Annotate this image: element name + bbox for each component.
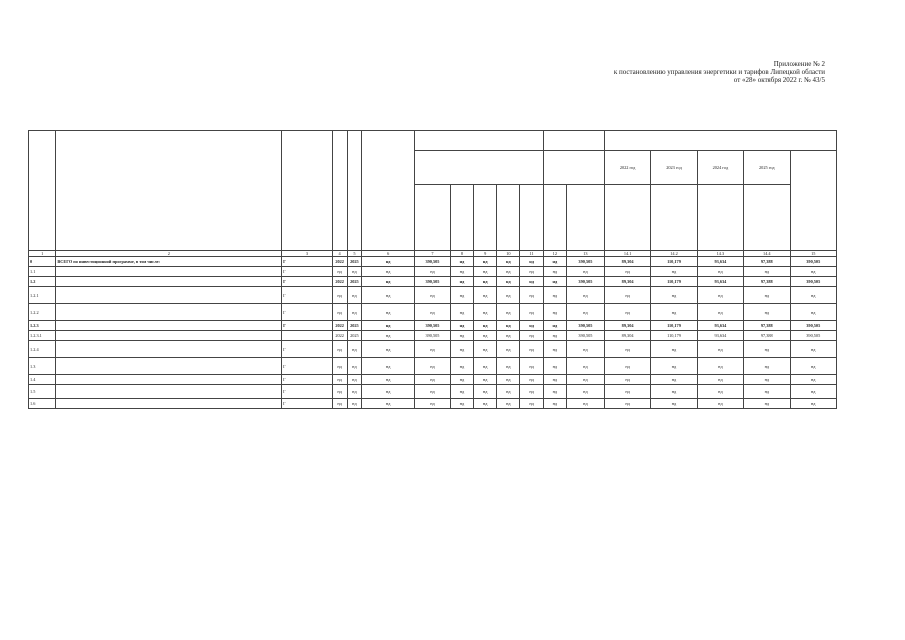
row-plan-2024: нд [697, 399, 743, 409]
column-number: 12 [543, 251, 566, 257]
header-forecast [543, 185, 566, 251]
row-pir: нд [450, 385, 473, 399]
row-other: нд [520, 321, 543, 331]
row-other: нд [520, 385, 543, 399]
row-plan-2025: нд [744, 341, 790, 358]
row-year-end: 2025 [347, 277, 362, 287]
row-total-all: 390,505 [790, 257, 836, 267]
row-plan-2025: нд [744, 375, 790, 385]
row-forecast: нд [543, 331, 566, 341]
row-plan-2023: нд [651, 267, 697, 277]
row-name [56, 321, 282, 331]
row-forecast: нд [543, 321, 566, 331]
row-full-cost: нд [362, 385, 415, 399]
row-pir: нд [450, 358, 473, 375]
row-smr: нд [474, 267, 497, 277]
row-plan-2023: нд [651, 341, 697, 358]
row-smr: нд [474, 277, 497, 287]
table-row [29, 375, 837, 385]
row-plan-2025: 97,388 [744, 331, 790, 341]
row-identifier: Г [282, 399, 333, 409]
row-name: ВСЕГО по инвестиционной программе, в том числе: [56, 257, 282, 267]
row-year-end: нд [347, 399, 362, 409]
row-plan-2024: 93,634 [697, 331, 743, 341]
row-plan-2024: 93,634 [697, 257, 743, 267]
row-identifier: Г [282, 304, 333, 321]
row-pir: нд [450, 331, 473, 341]
row-total: нд [415, 304, 451, 321]
row-other: нд [520, 277, 543, 287]
table-row [29, 341, 837, 358]
row-plan-2023: нд [651, 287, 697, 304]
row-name [56, 267, 282, 277]
row-plan-2024: нд [697, 358, 743, 375]
row-plan-2024: 93,634 [697, 321, 743, 331]
row-year-end: 2025 [347, 257, 362, 267]
column-number: 5 [347, 251, 362, 257]
row-pir: нд [450, 267, 473, 277]
row-total: 390,505 [415, 257, 451, 267]
row-full-cost: нд [362, 257, 415, 267]
row-pir: нд [450, 257, 473, 267]
header-total-all [790, 151, 836, 251]
row-plan-2024: нд [697, 267, 743, 277]
row-identifier: Г [282, 267, 333, 277]
row-equipment: нд [497, 341, 520, 358]
row-plan-2025: 97,388 [744, 257, 790, 267]
row-plan-2022: 89,304 [604, 257, 650, 267]
row-number: 1.2.1 [29, 287, 56, 304]
row-plan-2025: нд [744, 399, 790, 409]
row-smr: нд [474, 321, 497, 331]
table-row [29, 277, 837, 287]
row-pir: нд [450, 304, 473, 321]
table-row [29, 304, 837, 321]
row-plan-2023: нд [651, 358, 697, 375]
row-equipment: нд [497, 287, 520, 304]
row-year-end: нд [347, 267, 362, 277]
row-year-start: нд [332, 304, 347, 321]
row-year-end: нд [347, 304, 362, 321]
row-plan-2023: нд [651, 375, 697, 385]
row-number: 1.3 [29, 358, 56, 375]
row-other: нд [520, 375, 543, 385]
header-equipment [497, 185, 520, 251]
row-pir: нд [450, 375, 473, 385]
row-equipment: нд [497, 331, 520, 341]
row-identifier: Г [282, 257, 333, 267]
column-number: 14.3 [697, 251, 743, 257]
date-line: от «28» октября 2022 г. № 43/5 [733, 76, 825, 84]
row-identifier: Г [282, 358, 333, 375]
row-plan-2024: нд [697, 287, 743, 304]
row-total: нд [415, 267, 451, 277]
row-actual: нд [566, 375, 604, 385]
row-full-cost: нд [362, 399, 415, 409]
resolution-line: к постановлению управления энергетики и тарифов Липецкой области [613, 68, 825, 76]
row-total: нд [415, 358, 451, 375]
row-year-start: нд [332, 358, 347, 375]
header-other [520, 185, 543, 251]
row-plan-2022: нд [604, 287, 650, 304]
row-plan-2022: нд [604, 304, 650, 321]
column-number: 3 [282, 251, 333, 257]
row-equipment: нд [497, 399, 520, 409]
row-plan-2022: нд [604, 399, 650, 409]
row-number: 0 [29, 257, 56, 267]
row-year-start: нд [332, 375, 347, 385]
header-plan-estimated [415, 151, 544, 185]
row-other: нд [520, 358, 543, 375]
approval-header [614, 60, 825, 84]
row-equipment: нд [497, 304, 520, 321]
row-full-cost: нд [362, 267, 415, 277]
row-total-all: нд [790, 267, 836, 277]
row-plan-2022: нд [604, 375, 650, 385]
row-name [56, 277, 282, 287]
row-number: 1.2.3 [29, 321, 56, 331]
header-year-2024: 2024 год [697, 151, 743, 185]
row-total: нд [415, 287, 451, 304]
appendix-line: Приложение № 2 [773, 60, 825, 68]
row-equipment: нд [497, 358, 520, 375]
row-equipment: нд [497, 257, 520, 267]
column-number: 8 [450, 251, 473, 257]
row-plan-2023: нд [651, 304, 697, 321]
row-smr: нд [474, 358, 497, 375]
row-year-end: нд [347, 287, 362, 304]
row-plan-2024: 93,634 [697, 277, 743, 287]
row-forecast: нд [543, 257, 566, 267]
header-year-2022: 2022 год [604, 151, 650, 185]
row-total: нд [415, 399, 451, 409]
table-row [29, 321, 837, 331]
row-forecast: нд [543, 277, 566, 287]
row-plan-2025: нд [744, 304, 790, 321]
table-row [29, 257, 837, 267]
row-year-start: 2022 [332, 331, 347, 341]
row-other: нд [520, 399, 543, 409]
row-full-cost: нд [362, 321, 415, 331]
row-equipment: нд [497, 385, 520, 399]
row-year-start: нд [332, 385, 347, 399]
row-other: нд [520, 257, 543, 267]
row-year-start: нд [332, 399, 347, 409]
row-plan-2022: нд [604, 267, 650, 277]
row-plan-2023: нд [651, 399, 697, 409]
row-year-start: нд [332, 267, 347, 277]
row-actual: нд [566, 358, 604, 375]
row-identifier: Г [282, 321, 333, 331]
row-identifier: Г [282, 341, 333, 358]
table-row [29, 399, 837, 409]
row-name [56, 385, 282, 399]
header-year-end [347, 131, 362, 251]
column-number: 15 [790, 251, 836, 257]
row-year-start: нд [332, 287, 347, 304]
row-actual: нд [566, 341, 604, 358]
row-smr: нд [474, 399, 497, 409]
row-name [56, 341, 282, 358]
column-number: 4 [332, 251, 347, 257]
column-number: 11 [520, 251, 543, 257]
row-plan-2022: 89,304 [604, 331, 650, 341]
column-number: 7 [415, 251, 451, 257]
row-pir: нд [450, 399, 473, 409]
row-other: нд [520, 341, 543, 358]
row-year-start: нд [332, 341, 347, 358]
row-forecast: нд [543, 287, 566, 304]
row-plan-2025: нд [744, 385, 790, 399]
row-other: нд [520, 287, 543, 304]
row-number: 1.2.4 [29, 341, 56, 358]
row-year-end: 2025 [347, 331, 362, 341]
row-total-all: нд [790, 287, 836, 304]
document-titles [0, 92, 905, 96]
row-plan-2023: нд [651, 385, 697, 399]
header-pir [450, 185, 473, 251]
header-project-name [56, 131, 282, 251]
column-number: 13 [566, 251, 604, 257]
row-name [56, 399, 282, 409]
row-year-end: нд [347, 358, 362, 375]
row-number: 1.4 [29, 375, 56, 385]
header-plan-2025 [744, 185, 790, 251]
column-number: 1 [29, 251, 56, 257]
row-forecast: нд [543, 267, 566, 277]
row-year-end: 2025 [347, 321, 362, 331]
row-plan-2022: нд [604, 385, 650, 399]
row-forecast: нд [543, 399, 566, 409]
row-plan-2023: 110,179 [651, 331, 697, 341]
row-year-start: 2022 [332, 321, 347, 331]
row-pir: нд [450, 287, 473, 304]
row-forecast: нд [543, 358, 566, 375]
row-total-all: 390,505 [790, 331, 836, 341]
column-number: 14.1 [604, 251, 650, 257]
row-number: 1.1 [29, 267, 56, 277]
header-actual [566, 185, 604, 251]
table-row [29, 287, 837, 304]
row-pir: нд [450, 277, 473, 287]
row-smr: нд [474, 304, 497, 321]
row-identifier: Г [282, 385, 333, 399]
header-financing-plan [604, 131, 836, 151]
table-row [29, 358, 837, 375]
row-actual: нд [566, 399, 604, 409]
row-other: нд [520, 267, 543, 277]
row-year-end: нд [347, 341, 362, 358]
row-smr: нд [474, 287, 497, 304]
row-plan-2025: 97,388 [744, 321, 790, 331]
row-actual: 390,505 [566, 321, 604, 331]
table-row [29, 267, 837, 277]
row-plan-2024: нд [697, 304, 743, 321]
row-total-all: 390,505 [790, 277, 836, 287]
column-number: 14.2 [651, 251, 697, 257]
row-smr: нд [474, 341, 497, 358]
column-number: 2 [56, 251, 282, 257]
header-remaining-cost [543, 131, 604, 151]
row-name [56, 375, 282, 385]
row-plan-2024: нд [697, 385, 743, 399]
row-identifier: Г [282, 277, 333, 287]
header-year-2025: 2025 год [744, 151, 790, 185]
table-row [29, 331, 837, 341]
header-plan-2024 [697, 185, 743, 251]
row-forecast: нд [543, 304, 566, 321]
row-year-end: нд [347, 375, 362, 385]
table-row [29, 385, 837, 399]
column-number: 6 [362, 251, 415, 257]
row-plan-2023: 110,179 [651, 321, 697, 331]
row-actual: нд [566, 267, 604, 277]
row-plan-2025: 97,388 [744, 277, 790, 287]
row-total-all: нд [790, 375, 836, 385]
row-actual: нд [566, 385, 604, 399]
row-plan-2022: нд [604, 341, 650, 358]
row-forecast: нд [543, 341, 566, 358]
row-actual: 390,505 [566, 257, 604, 267]
row-plan-2024: нд [697, 375, 743, 385]
row-name [56, 358, 282, 375]
row-plan-2025: нд [744, 358, 790, 375]
row-total: 390,505 [415, 277, 451, 287]
row-forecast: нд [543, 375, 566, 385]
row-number: 1.2.2 [29, 304, 56, 321]
row-equipment: нд [497, 375, 520, 385]
row-total-all: нд [790, 358, 836, 375]
row-plan-2022: 89,304 [604, 277, 650, 287]
column-number: 10 [497, 251, 520, 257]
row-year-start: 2022 [332, 277, 347, 287]
row-full-cost: нд [362, 331, 415, 341]
row-identifier: Г [282, 287, 333, 304]
row-actual: 390,505 [566, 277, 604, 287]
row-full-cost: нд [362, 304, 415, 321]
row-plan-2024: нд [697, 341, 743, 358]
header-total [415, 185, 451, 251]
header-year-start [332, 131, 347, 251]
row-equipment: нд [497, 277, 520, 287]
header-estimated-cost [415, 131, 544, 151]
header-smr [474, 185, 497, 251]
row-total-all: нд [790, 341, 836, 358]
row-year-start: 2022 [332, 257, 347, 267]
row-equipment: нд [497, 321, 520, 331]
row-full-cost: нд [362, 375, 415, 385]
row-total-all: нд [790, 399, 836, 409]
row-total: нд [415, 385, 451, 399]
row-total-all: нд [790, 385, 836, 399]
row-actual: нд [566, 304, 604, 321]
row-smr: нд [474, 331, 497, 341]
header-plan-2022 [604, 185, 650, 251]
row-name [56, 331, 282, 341]
row-name [56, 304, 282, 321]
header-plan-2023 [651, 185, 697, 251]
row-identifier [282, 331, 333, 341]
row-other: нд [520, 331, 543, 341]
row-full-cost: нд [362, 358, 415, 375]
row-plan-2022: 89,304 [604, 321, 650, 331]
row-other: нд [520, 304, 543, 321]
row-smr: нд [474, 257, 497, 267]
row-number: 1.2 [29, 277, 56, 287]
row-smr: нд [474, 375, 497, 385]
row-name [56, 287, 282, 304]
row-total: нд [415, 341, 451, 358]
row-pir: нд [450, 341, 473, 358]
column-number: 14.4 [744, 251, 790, 257]
row-number: 1.5 [29, 385, 56, 399]
row-total: 390,505 [415, 331, 451, 341]
header-plan-remaining [543, 151, 604, 185]
row-equipment: нд [497, 267, 520, 277]
row-number: 1.6 [29, 399, 56, 409]
header-identifier [282, 131, 333, 251]
row-actual: нд [566, 287, 604, 304]
row-total-all: 390,505 [790, 321, 836, 331]
row-actual: 390,505 [566, 331, 604, 341]
row-plan-2025: нд [744, 267, 790, 277]
row-forecast: нд [543, 385, 566, 399]
row-identifier: Г [282, 375, 333, 385]
row-plan-2023: 110,179 [651, 257, 697, 267]
row-plan-2022: нд [604, 358, 650, 375]
row-plan-2025: нд [744, 287, 790, 304]
row-plan-2023: 110,179 [651, 277, 697, 287]
header-group-no [29, 131, 56, 251]
row-total: нд [415, 375, 451, 385]
row-year-end: нд [347, 385, 362, 399]
row-full-cost: нд [362, 277, 415, 287]
column-number: 9 [474, 251, 497, 257]
header-year-2023: 2023 год [651, 151, 697, 185]
row-number: 1.2.3.1 [29, 331, 56, 341]
row-total: 390,505 [415, 321, 451, 331]
row-full-cost: нд [362, 287, 415, 304]
row-total-all: нд [790, 304, 836, 321]
investment-projects-table [28, 130, 837, 409]
row-smr: нд [474, 385, 497, 399]
row-full-cost: нд [362, 341, 415, 358]
row-pir: нд [450, 321, 473, 331]
header-full-cost [362, 131, 415, 251]
